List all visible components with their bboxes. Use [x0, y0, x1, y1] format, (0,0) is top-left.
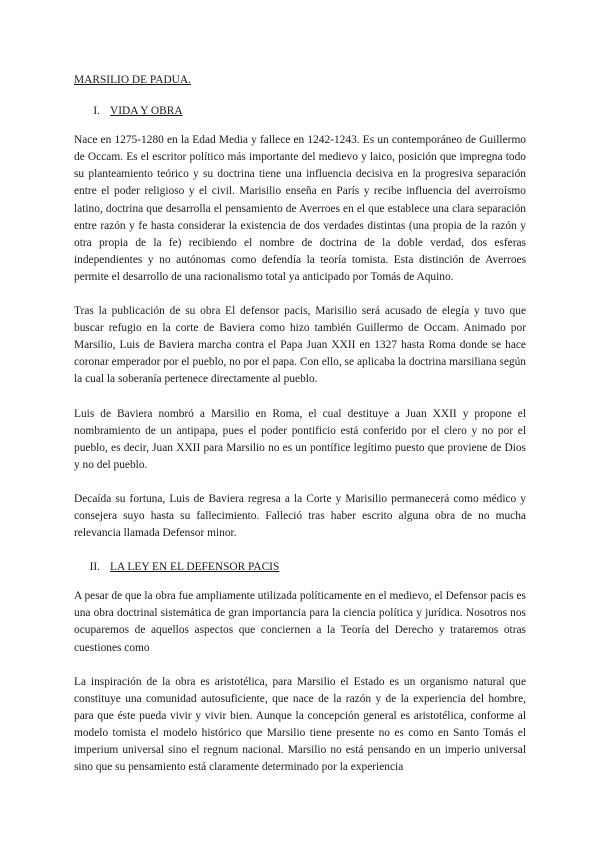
section-number: I.: [93, 105, 100, 118]
paragraph: A pesar de que la obra fue ampliamente utilizada políticamente en el medievo, el Defensor pacis es una obra doctrinal sistemática de gran importancia para la ciencia política y jurídica. Nosotros nos ocuparemos de aquellos aspectos que conciernen a la Teoría del Derecho y trataremos otras cuestiones como: [74, 590, 526, 654]
document-title: MARSILIO DE PADUA.: [74, 74, 191, 86]
section-title: LA LEY EN EL DEFENSOR PACIS: [110, 561, 280, 574]
section-heading-la-ley: [70, 559, 526, 576]
paragraph: Decaída su fortuna, Luis de Baviera regresa a la Corte y Marisilio permanecerá como médico y consejera suyo hasta su fallecimiento. Falleció tras haber escrito alguna obra de no mucha relevancia llamada Defensor minor.: [74, 492, 526, 540]
section-title: VIDA Y OBRA: [110, 105, 183, 118]
paragraph: Luis de Baviera nombró a Marsilio en Roma, el cual destituye a Juan XXII y propone el nombramiento de un antipapa, pues el poder pontificio está conferido por el clero y no por el pueblo, es decir, Juan XXII para Marsilio no es un pontífice legítimo puesto que proviene de Dios y no del pueblo.: [74, 407, 526, 471]
section-heading-vida-y-obra: [70, 103, 526, 120]
paragraph: La inspiración de la obra es aristotélica, para Marsilio el Estado es un organismo natural que constituye una comunidad autosuficiente, que nace de la razón y de la experiencia del hombre, para que éste pueda vivir y vivir bien. Aunque la concepción general es aristotélica, conforme al modelo tomista el modelo histórico que Marsilio tiene presente no es como en Santo Tomás el imperium universal sino el regnum nacional. Marsilio no está pensando en un imperio universal sino que su pensamiento está claramente determinado por la experiencia: [74, 675, 526, 774]
paragraph: Nace en 1275-1280 en la Edad Media y fallece en 1242-1243. Es un contemporáneo de Guillermo de Occam. Es el escritor político más importante del medievo y laico, posición que impregna todo su planteamiento teórico y su doctrina tiene una influencia decisiva en la progresiva separación entre el poder religioso y el civil. Marisilio enseña en París y recibe influencia del averroísmo latino, doctrina que desarrolla el pensamiento de Averroes en el que establece una clara separación entre razón y fe hasta considerar la existencia de dos verdades distintas (una propia de la razón y otra propia de la fe) recibiendo el nombre de doctrina de la doble verdad, dos esferas independientes y no autónomas como defendía la teoría tomista. Esta distinción de Averroes permite el desarrollo de una racionalismo total ya anticipado por Tomás de Aquino.: [74, 134, 526, 283]
section-number: II.: [89, 561, 100, 574]
document-page: [74, 72, 526, 793]
paragraph: Tras la publicación de su obra El defensor pacis, Marisilio será acusado de elegía y tuvo que buscar refugio en la corte de Baviera como hizo también Guillermo de Occam. Animado por Marsilio, Luis de Baviera marcha contra el Papa Juan XXII en 1327 hasta Roma donde se hace coronar emperador por el pueblo, no por el papa. Con ello, se aplicaba la doctrina marsiliana según la cual la soberanía pertenece directamente al pueblo.: [74, 305, 526, 386]
